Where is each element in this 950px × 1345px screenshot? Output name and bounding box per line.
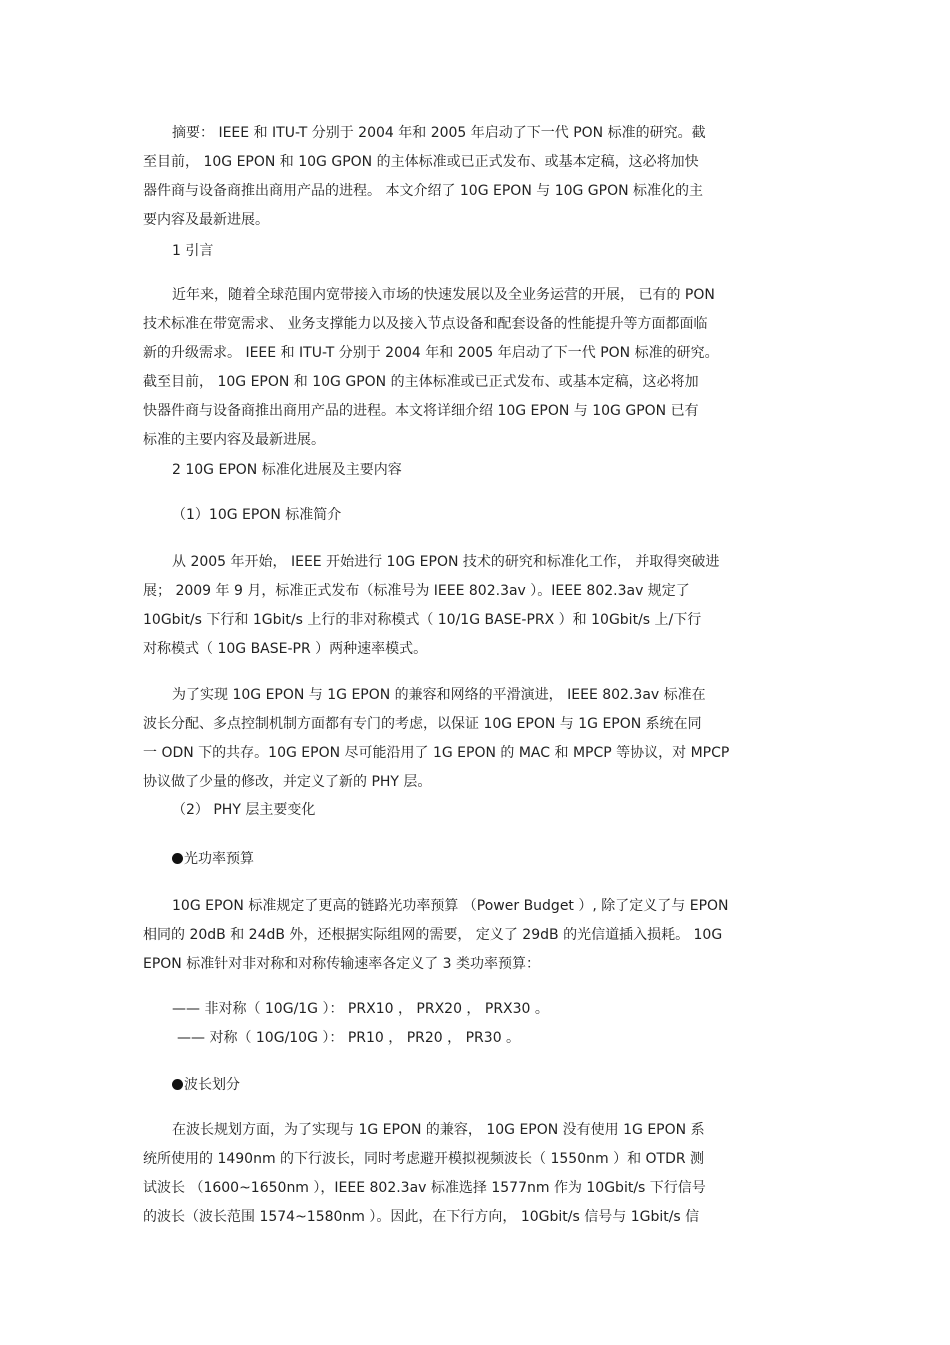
- introduction-paragraph: [143, 281, 805, 455]
- section-heading-introduction: 1 引言: [172, 243, 214, 259]
- power-budget-item-symmetric: —— 对称（ 10G/10G ）： PR10 ， PR20 ， PR30 。: [177, 1030, 521, 1046]
- standard-intro-paragraph: [143, 548, 805, 664]
- bullet-wavelength-allocation: [143, 1071, 834, 1100]
- paragraph-line: 快器件商与设备商推出商用产品的进程。本文将详细介绍 10G EPON 与 10G GPON 已有: [143, 403, 699, 419]
- section-heading-10g-epon: 2 10G EPON 标准化进展及主要内容: [172, 462, 402, 478]
- paragraph-line: 标准的主要内容及最新进展。: [143, 432, 325, 448]
- paragraph-line: 新的升级需求。 IEEE 和 ITU-T 分别于 2004 年和 2005 年启动了下一代 PON 标准的研究。: [143, 345, 719, 361]
- paragraph-line: 从 2005 年开始， IEEE 开始进行 10G EPON 技术的研究和标准化工作， 并取得突破进: [172, 554, 720, 570]
- paragraph-line: 试波长 （1600~1650nm ），IEEE 802.3av 标准选择 1577nm 作为 10Gbit/s 下行信号: [143, 1180, 706, 1196]
- power-budget-paragraph: [143, 892, 805, 979]
- abstract-line: 摘要： IEEE 和 ITU-T 分别于 2004 年和 2005 年启动了下一代 PON 标准的研究。截: [172, 125, 706, 141]
- paragraph-line: 统所使用的 1490nm 的下行波长，同时考虑避开模拟视频波长（ 1550nm ）和 OTDR 测: [143, 1151, 705, 1167]
- bullet-dot-icon: [172, 1079, 183, 1090]
- paragraph-line: EPON 标准针对非对称和对称传输速率各定义了 3 类功率预算：: [143, 956, 541, 972]
- paragraph-line: 一 ODN 下的共存。10G EPON 尽可能沿用了 1G EPON 的 MAC 和 MPCP 等协议，对 MPCP: [143, 745, 730, 761]
- abstract: [143, 119, 805, 235]
- paragraph-line: 在波长规划方面，为了实现与 1G EPON 的兼容， 10G EPON 没有使用 1G EPON 系: [172, 1122, 705, 1138]
- wavelength-paragraph: [143, 1116, 805, 1232]
- bullet-title: 波长划分: [184, 1077, 240, 1093]
- compatibility-paragraph: [143, 681, 805, 797]
- paragraph-line: 截至目前， 10G EPON 和 10G GPON 的主体标准或已正式发布、或基本定稿，这必将加: [143, 374, 699, 390]
- paragraph-line: 的波长（波长范围 1574~1580nm ）。因此，在下行方向， 10Gbit/s 信号与 1Gbit/s 信: [143, 1209, 700, 1225]
- abstract-line: 要内容及最新进展。: [143, 212, 269, 228]
- power-budget-item-asymmetric: —— 非对称（ 10G/1G ）： PRX10 ， PRX20 ， PRX30 。: [172, 1001, 549, 1017]
- paragraph-line: 相同的 20dB 和 24dB 外，还根据实际组网的需要， 定义了 29dB 的光信道插入损耗。 10G: [143, 927, 723, 943]
- paragraph-line: 近年来，随着全球范围内宽带接入市场的快速发展以及全业务运营的开展， 已有的 PON: [172, 287, 715, 303]
- paragraph-line: 对称模式（ 10G BASE-PR ）两种速率模式。: [143, 641, 428, 657]
- bullet-title: 光功率预算: [184, 851, 254, 867]
- subsection-heading-phy-changes: （2） PHY 层主要变化: [172, 802, 316, 818]
- abstract-line: 器件商与设备商推出商用产品的进程。 本文介绍了 10G EPON 与 10G GPON 标准化的主: [143, 183, 704, 199]
- paragraph-line: 为了实现 10G EPON 与 1G EPON 的兼容和网络的平滑演进， IEEE 802.3av 标准在: [172, 687, 706, 703]
- paragraph-line: 波长分配、多点控制机制方面都有专门的考虑，以保证 10G EPON 与 1G EPON 系统在同: [143, 716, 702, 732]
- paragraph-line: 10Gbit/s 下行和 1Gbit/s 上行的非对称模式（ 10/1G BASE-PRX ）和 10Gbit/s 上/下行: [143, 612, 702, 628]
- paragraph-line: 展； 2009 年 9 月，标准正式发布（标准号为 IEEE 802.3av ）。IEEE 802.3av 规定了: [143, 583, 690, 599]
- subsection-heading-standard-intro: （1）10G EPON 标准简介: [172, 507, 342, 523]
- bullet-dot-icon: [172, 853, 183, 864]
- bullet-optical-power-budget: [143, 845, 834, 874]
- paragraph-line: 10G EPON 标准规定了更高的链路光功率预算 （Power Budget ）, 除了定义了与 EPON: [172, 898, 729, 914]
- abstract-line: 至目前， 10G EPON 和 10G GPON 的主体标准或已正式发布、或基本定稿，这必将加快: [143, 154, 699, 170]
- paragraph-line: 协议做了少量的修改，并定义了新的 PHY 层。: [143, 774, 432, 790]
- paragraph-line: 技术标准在带宽需求、 业务支撑能力以及接入节点设备和配套设备的性能提升等方面都面临: [143, 316, 708, 332]
